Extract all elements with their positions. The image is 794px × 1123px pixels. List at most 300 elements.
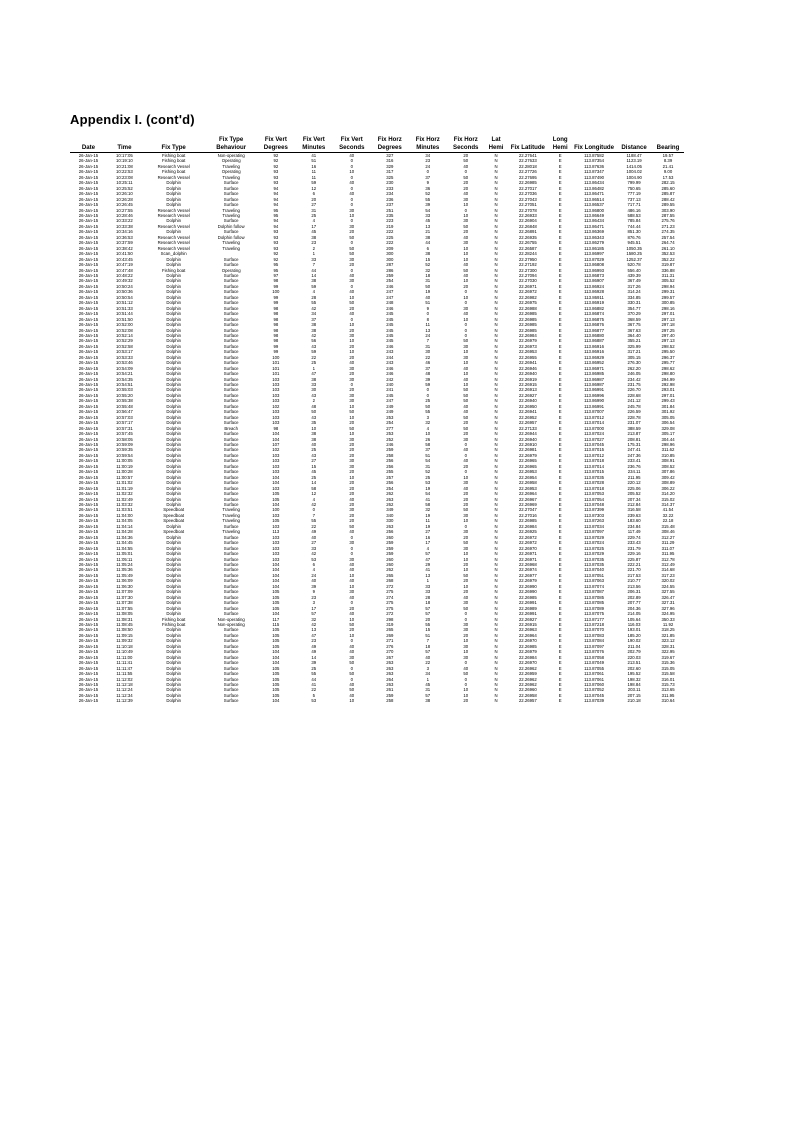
table-cell: 98 xyxy=(273,305,279,311)
table-cell: 28 xyxy=(425,594,431,600)
table-cell: 234.84 xyxy=(627,523,641,529)
table-cell: 26-Jan-15 xyxy=(78,365,99,371)
table-cell: 113.86434 xyxy=(584,218,605,224)
table-cell: 113.87083 xyxy=(584,632,605,638)
table-cell: E xyxy=(558,447,562,453)
table-cell: 26-Jan-15 xyxy=(78,567,99,573)
table-cell: Dolphin xyxy=(166,371,181,377)
table-cell: 92 xyxy=(273,251,279,257)
table-cell: E xyxy=(558,463,562,469)
table-cell: Dolphin xyxy=(166,360,181,366)
table-cell: 293.01 xyxy=(661,387,675,393)
table-cell: Surface xyxy=(223,491,239,497)
table-cell: Traveling xyxy=(222,207,240,213)
table-cell: 30 xyxy=(463,354,469,360)
table-cell: 10 xyxy=(463,349,469,355)
table-cell: N xyxy=(494,551,498,557)
column-header: Fix Latitude xyxy=(507,136,548,153)
table-cell: 10:41:50 xyxy=(116,251,133,257)
table-cell: 103 xyxy=(272,485,280,491)
table-cell: 265 xyxy=(386,572,394,578)
table-cell: 349 xyxy=(386,507,394,513)
table-cell: 876.76 xyxy=(627,234,641,240)
table-cell: 11 xyxy=(425,322,430,328)
table-cell: 330.31 xyxy=(627,300,641,306)
table-cell: 1 xyxy=(312,251,316,257)
table-cell: 57 xyxy=(425,551,431,557)
table-cell: 50 xyxy=(463,605,469,611)
table-cell: 26-Jan-15 xyxy=(78,480,99,486)
table-cell: 22.26969 xyxy=(518,502,537,507)
table-cell: 11:00:19 xyxy=(116,463,133,469)
table-cell: 231.07 xyxy=(627,420,641,426)
table-cell: 20 xyxy=(349,262,355,268)
table-cell: 20 xyxy=(311,196,317,202)
table-cell: 49 xyxy=(311,529,317,535)
table-cell: Dolphin xyxy=(166,256,181,262)
table-cell: 10:54:09 xyxy=(116,365,133,371)
table-cell: 100 xyxy=(272,289,280,295)
table-cell: N xyxy=(494,436,498,442)
table-cell: 26-Jan-15 xyxy=(78,442,99,448)
table-cell: 20 xyxy=(349,371,355,377)
table-cell: Surface xyxy=(223,638,239,644)
table-cell: 105 xyxy=(272,665,280,671)
table-cell: 276 xyxy=(386,643,394,649)
table-cell: 38 xyxy=(425,234,431,240)
table-cell: Surface xyxy=(223,300,239,306)
table-cell: 10:59:54 xyxy=(116,452,133,458)
table-cell: N xyxy=(494,392,498,398)
table-cell: 243 xyxy=(386,360,394,366)
table-cell: 10:50:36 xyxy=(116,289,133,295)
table-cell: 26-Jan-15 xyxy=(78,387,99,393)
table-cell: 190.02 xyxy=(627,638,641,644)
table-cell: 226.59 xyxy=(627,409,641,415)
table-cell: Dolphin xyxy=(166,425,181,431)
table-cell: 50 xyxy=(349,621,355,627)
table-cell: 275.76 xyxy=(661,218,675,224)
table-cell: 113.87034 xyxy=(584,523,605,529)
table-cell: 39 xyxy=(425,202,431,208)
table-cell: 0 xyxy=(312,507,316,513)
table-cell: 304.44 xyxy=(661,436,675,442)
table-cell: 352.22 xyxy=(661,256,675,262)
table-cell: 10:57:17 xyxy=(116,420,133,426)
table-cell: 30 xyxy=(463,436,469,442)
table-cell: 17 xyxy=(311,605,317,611)
table-cell: 1 xyxy=(426,676,429,682)
table-cell: 10 xyxy=(349,414,355,420)
table-cell: 103 xyxy=(272,523,280,529)
table-cell: 22.26963 xyxy=(518,627,537,633)
table-cell: 306.22 xyxy=(661,485,675,491)
table-cell: 10 xyxy=(463,294,469,300)
table-cell: 254 xyxy=(386,420,394,426)
table-cell: 7 xyxy=(426,638,429,644)
table-cell: Fishing boat xyxy=(161,169,186,175)
table-cell: N xyxy=(494,180,498,186)
table-cell: Dolphin xyxy=(166,692,181,698)
table-cell: Surface xyxy=(223,283,239,289)
table-cell: 113.87061 xyxy=(584,671,605,677)
table-cell: E xyxy=(558,256,562,262)
table-cell: 22.26964 xyxy=(518,632,537,638)
table-cell: 26-Jan-15 xyxy=(78,660,99,666)
table-cell: 94 xyxy=(273,191,279,197)
table-cell: 11:05:01 xyxy=(116,551,133,557)
table-cell: 22.27078 xyxy=(518,207,537,213)
table-cell: Surface xyxy=(223,698,239,704)
table-cell: 24 xyxy=(311,572,317,578)
table-cell: 44 xyxy=(425,240,431,246)
table-cell: 22.26910 xyxy=(518,442,537,448)
table-cell: 9 xyxy=(426,305,429,311)
table-cell: 336.88 xyxy=(661,267,675,273)
table-cell: 26-Jan-15 xyxy=(78,474,99,480)
table-cell: E xyxy=(558,442,562,448)
table-cell: E xyxy=(558,338,562,344)
table-cell: Non-operating xyxy=(217,153,245,158)
table-cell: 315.73 xyxy=(661,681,675,687)
table-cell: Dolphin xyxy=(166,665,181,671)
table-cell: 51 xyxy=(425,632,431,638)
table-cell: 113.86514 xyxy=(584,196,605,202)
table-cell: 26-Jan-15 xyxy=(78,654,99,660)
table-cell: Surface xyxy=(223,431,239,437)
table-cell: 103 xyxy=(272,540,280,546)
table-cell: 22.26984 xyxy=(518,654,537,660)
table-cell: 14 xyxy=(311,654,317,660)
table-cell: 11:08:45 xyxy=(116,621,133,627)
table-cell: 113.87014 xyxy=(584,463,605,469)
table-cell: 20 xyxy=(463,632,469,638)
table-cell: N xyxy=(494,600,498,606)
table-cell: Dolphin xyxy=(166,681,181,687)
table-cell: 27 xyxy=(311,202,317,208)
table-cell: N xyxy=(494,687,498,693)
table-cell: 10 xyxy=(463,360,469,366)
table-cell: 1 xyxy=(426,578,429,584)
table-cell: 104 xyxy=(272,698,280,704)
table-cell: 22.26965 xyxy=(518,458,537,464)
table-cell: 20 xyxy=(463,229,469,235)
table-cell: E xyxy=(558,676,562,682)
table-cell: Dolphin xyxy=(166,572,181,578)
table-cell: N xyxy=(494,327,498,333)
table-cell: 103 xyxy=(272,414,280,420)
table-cell: Surface xyxy=(223,649,239,655)
table-cell: 33 xyxy=(311,256,317,262)
table-cell: Dolphin xyxy=(166,272,181,278)
table-cell: 209 xyxy=(386,245,394,251)
table-cell: N xyxy=(494,491,498,497)
table-cell: 11:08:50 xyxy=(116,627,133,633)
table-cell: E xyxy=(558,436,562,442)
table-cell: 50 xyxy=(349,425,355,431)
table-cell: 22.26985 xyxy=(518,594,537,600)
table-cell: 0 xyxy=(350,185,353,191)
table-cell: Dolphin xyxy=(166,436,181,442)
table-cell: Surface xyxy=(223,671,239,677)
table-cell: 22.26970 xyxy=(518,638,537,644)
table-cell: N xyxy=(494,572,498,578)
table-cell: E xyxy=(558,191,562,197)
table-cell: 22.26971 xyxy=(518,556,537,562)
table-cell: 26-Jan-15 xyxy=(78,169,99,175)
table-cell: 20 xyxy=(349,387,355,393)
table-cell: 113.87015 xyxy=(584,447,605,453)
table-cell: 213.51 xyxy=(627,660,641,666)
table-cell: 10:33:38 xyxy=(116,223,133,229)
table-cell: 350.33 xyxy=(661,616,675,622)
table-cell: E xyxy=(558,507,562,513)
table-cell: E xyxy=(558,502,562,507)
table-cell: 25 xyxy=(311,665,317,671)
table-cell: E xyxy=(558,332,562,338)
table-cell: 52 xyxy=(425,469,431,475)
table-cell: 22.26587 xyxy=(518,245,537,251)
table-cell: 10:55:03 xyxy=(116,387,133,393)
table-cell: 245 xyxy=(386,338,394,344)
table-cell: 113.86911 xyxy=(584,294,604,300)
table-cell: 103 xyxy=(272,398,280,404)
table-cell: 38 xyxy=(425,698,431,704)
table-cell: 93 xyxy=(273,169,279,175)
table-cell: 10:26:28 xyxy=(116,196,133,202)
table-cell: 24 xyxy=(425,163,431,169)
table-cell: 30 xyxy=(463,343,469,349)
table-cell: 26-Jan-15 xyxy=(78,278,99,284)
table-cell: 272 xyxy=(386,611,394,617)
table-cell: 113.87018 xyxy=(584,485,605,491)
table-cell: 98 xyxy=(273,311,279,317)
table-cell: 40 xyxy=(425,654,431,660)
table-cell: Surface xyxy=(223,496,239,502)
table-cell: 26-Jan-15 xyxy=(78,272,99,278)
table-cell: E xyxy=(558,621,562,627)
table-cell: 30 xyxy=(349,223,355,229)
table-cell: Dolphin xyxy=(166,660,181,666)
table-cell: 11:01:19 xyxy=(116,485,133,491)
table-cell: 244 xyxy=(386,354,394,360)
table-cell: 42 xyxy=(311,621,317,627)
table-cell: 26-Jan-15 xyxy=(78,153,99,158)
table-cell: 40 xyxy=(463,311,469,317)
table-cell: 4 xyxy=(426,425,429,431)
table-cell: 40 xyxy=(311,442,317,448)
table-cell: Surface xyxy=(223,474,239,480)
table-cell: 34 xyxy=(311,311,317,317)
table-cell: 103 xyxy=(272,545,280,551)
table-cell: 11:12:18 xyxy=(116,681,133,687)
table-cell: Dolphin xyxy=(166,649,181,655)
table-cell: 240 xyxy=(386,382,394,388)
table-cell: 22.26954 xyxy=(518,474,537,480)
table-cell: 11:00:28 xyxy=(116,469,133,475)
table-cell: 14 xyxy=(311,480,317,486)
table-cell: 40 xyxy=(463,409,469,415)
table-cell: Dolphin follow xyxy=(217,234,245,240)
table-cell: 116.03 xyxy=(627,621,641,627)
table-cell: 20 xyxy=(349,469,355,475)
table-cell: 99 xyxy=(273,300,279,306)
table-cell: E xyxy=(558,572,562,578)
table-cell: E xyxy=(558,223,562,229)
table-cell: 113.86279 xyxy=(584,240,605,246)
table-cell: 26-Jan-15 xyxy=(78,191,99,197)
table-cell: 22.26958 xyxy=(518,480,537,486)
table-cell: 327.55 xyxy=(661,589,675,595)
table-cell: 22.26952 xyxy=(518,414,537,420)
table-cell: 40 xyxy=(463,594,469,600)
table-cell: E xyxy=(558,349,562,355)
table-cell: 113.87097 xyxy=(584,529,605,535)
table-cell: E xyxy=(558,561,562,567)
table-cell: 207.77 xyxy=(627,600,641,606)
table-cell: 22.26913 xyxy=(518,387,537,393)
table-cell: 113.87061 xyxy=(584,676,605,682)
table-cell: Dolphin xyxy=(166,502,181,507)
table-cell: 40 xyxy=(349,289,355,295)
table-cell: N xyxy=(494,251,498,257)
table-cell: Dolphin xyxy=(166,611,181,617)
table-cell: 247.36 xyxy=(627,452,641,458)
table-cell: Dolphin xyxy=(166,600,181,606)
table-cell: 22.26915 xyxy=(518,382,537,388)
table-cell: 22.26985 xyxy=(518,316,537,322)
table-cell: 22.27017 xyxy=(518,185,537,191)
table-cell: 57 xyxy=(425,611,431,617)
table-cell: E xyxy=(558,185,562,191)
table-cell: 245 xyxy=(386,322,394,328)
table-cell: N xyxy=(494,561,498,567)
table-cell: 253 xyxy=(386,431,394,437)
table-cell: 315.58 xyxy=(661,671,675,677)
table-cell: 14 xyxy=(311,272,317,278)
table-cell: 717.71 xyxy=(627,202,641,208)
table-cell: Dolphin xyxy=(166,343,181,349)
table-cell: Operating xyxy=(221,267,241,273)
table-cell: 23 xyxy=(311,638,317,644)
table-cell: 10:51:12 xyxy=(116,300,133,306)
table-cell: E xyxy=(558,643,562,649)
table-cell: 10:57:03 xyxy=(116,414,133,420)
table-cell: Breach xyxy=(224,425,238,431)
table-cell: 10:52:14 xyxy=(116,332,133,338)
table-cell: 211.95 xyxy=(627,474,641,480)
table-cell: 26-Jan-15 xyxy=(78,681,99,687)
table-cell: 40 xyxy=(349,681,355,687)
table-cell: 22.26959 xyxy=(518,671,537,677)
table-cell: 113.87007 xyxy=(584,409,605,415)
table-cell: 113.87029 xyxy=(584,551,605,557)
table-cell: 113.86880 xyxy=(584,332,605,338)
table-cell: 26-Jan-15 xyxy=(78,534,99,540)
table-cell: 11:04:05 xyxy=(116,518,133,524)
table-cell: 285.87 xyxy=(661,191,675,197)
table-cell: 31 xyxy=(425,687,431,693)
table-cell: N xyxy=(494,240,498,246)
table-cell: 31 xyxy=(425,278,431,284)
table-cell: 105 xyxy=(272,643,280,649)
table-cell: Dolphin xyxy=(166,632,181,638)
table-cell: 40 xyxy=(349,272,355,278)
table-cell: 100 xyxy=(272,354,280,360)
table-cell: 26-Jan-15 xyxy=(78,207,99,213)
table-cell: 26-Jan-15 xyxy=(78,458,99,464)
table-cell: 0 xyxy=(350,267,353,273)
table-cell: 254 xyxy=(386,485,394,491)
table-cell: 259 xyxy=(386,551,394,557)
table-cell: 10:25:52 xyxy=(116,185,133,191)
column-header: Time xyxy=(107,136,142,153)
table-cell: Dolphin xyxy=(166,496,181,502)
table-cell: 9 xyxy=(312,589,316,595)
table-cell: 10:33:22 xyxy=(116,218,133,224)
table-cell: 30 xyxy=(463,627,469,633)
table-cell: 11:04:00 xyxy=(116,512,133,518)
table-cell: 36 xyxy=(425,185,431,191)
table-cell: E xyxy=(558,578,562,584)
table-cell: 0 xyxy=(350,600,353,606)
table-cell: 0 xyxy=(426,169,429,175)
table-cell: 38 xyxy=(311,234,317,240)
table-cell: 11:10:49 xyxy=(116,649,133,655)
table-cell: N xyxy=(494,223,498,229)
table-cell: 40 xyxy=(463,458,469,464)
table-cell: 57 xyxy=(425,692,431,698)
table-cell: Dolphin xyxy=(166,583,181,589)
table-cell: Surface xyxy=(223,480,239,486)
column-header: Distance xyxy=(616,136,652,153)
table-cell: 0 xyxy=(464,332,467,338)
table-cell: E xyxy=(558,245,562,251)
table-cell: 10 xyxy=(349,474,355,480)
table-cell: 334.85 xyxy=(627,294,641,300)
table-body xyxy=(70,153,684,704)
table-cell: 10 xyxy=(463,551,469,557)
table-cell: 20 xyxy=(463,589,469,595)
table-cell: Traveling xyxy=(222,245,240,251)
table-cell: 10:22:53 xyxy=(116,169,133,175)
table-cell: 19 xyxy=(425,289,431,295)
table-cell: 50 xyxy=(311,409,317,415)
table-cell: 328.31 xyxy=(661,643,675,649)
table-cell: 30 xyxy=(349,507,355,513)
table-cell: 113.86987 xyxy=(584,382,605,388)
table-cell: N xyxy=(494,365,498,371)
table-cell: 26-Jan-15 xyxy=(78,529,99,535)
table-cell: 26-Jan-15 xyxy=(78,621,99,627)
table-cell: 22.26985 xyxy=(518,327,537,333)
table-cell: Dolphin xyxy=(166,392,181,398)
table-cell: 11:02:32 xyxy=(116,491,133,497)
table-cell: Surface xyxy=(223,442,239,448)
table-cell: 98 xyxy=(273,425,279,431)
table-cell: 0 xyxy=(464,660,467,666)
table-cell: 11:04:28 xyxy=(116,529,133,535)
table-cell: E xyxy=(558,414,562,420)
table-cell: 26-Jan-15 xyxy=(78,196,99,202)
table-cell: 92 xyxy=(273,158,279,164)
table-cell: Surface xyxy=(223,502,239,507)
table-cell: 113.86876 xyxy=(584,322,605,328)
table-cell: 10 xyxy=(463,382,469,388)
table-cell: 29 xyxy=(425,561,431,567)
table-cell: E xyxy=(558,425,562,431)
table-cell: 113.87012 xyxy=(584,414,605,420)
